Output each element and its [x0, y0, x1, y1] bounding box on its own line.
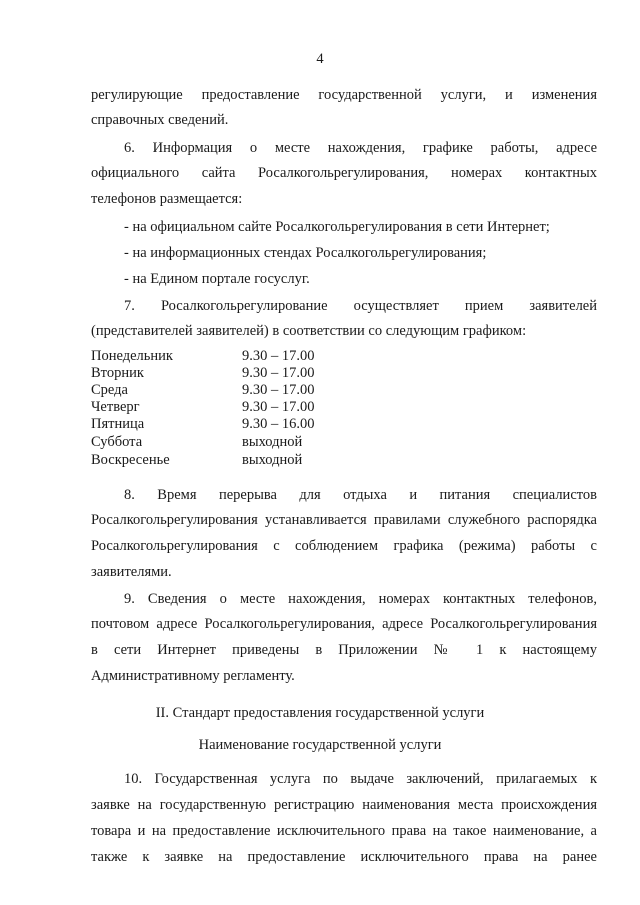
schedule-day: Среда	[91, 382, 128, 398]
item-8-line: 8. Время перерыва для отдыха и питания специалистов	[124, 487, 597, 503]
schedule-day: Четверг	[91, 399, 140, 415]
schedule-day: Суббота	[91, 434, 143, 450]
item-9-line: Административному регламенту.	[91, 668, 295, 684]
paragraph-line: справочных сведений.	[91, 112, 229, 128]
schedule-time: 9.30 – 17.00	[242, 365, 315, 381]
schedule-time: 9.30 – 17.00	[242, 399, 315, 415]
item-7-line: (представителей заявителей) в соответствии со следующим графиком:	[91, 323, 527, 339]
item-9-line: в сети Интернет приведены в Приложении № 1 к настоящему	[91, 642, 597, 658]
schedule-day: Вторник	[91, 365, 144, 381]
item-6-line: официального сайта Росалкогольрегулирования, номерах контактных	[91, 165, 597, 181]
schedule-time: 9.30 – 17.00	[242, 348, 315, 364]
item-8-line: заявителями.	[91, 564, 172, 580]
page-number: 4	[316, 51, 324, 67]
item-7-line: 7. Росалкогольрегулирование осуществляет прием заявителей	[124, 298, 597, 314]
schedule-day: Пятница	[91, 416, 145, 432]
item-9-line: 9. Сведения о месте нахождения, номерах контактных телефонов,	[124, 591, 597, 607]
section-title: II. Стандарт предоставления государственной услуги	[155, 705, 485, 721]
item-10-line: товара и на предоставление исключительного права на такое наименование, а	[91, 823, 597, 839]
item-6-line: 6. Информация о месте нахождения, графике работы, адресе	[124, 140, 597, 156]
item-6-bullet: - на официальном сайте Росалкогольрегулирования в сети Интернет;	[124, 219, 550, 235]
schedule-time: выходной	[242, 434, 303, 450]
item-6-bullet: - на информационных стендах Росалкогольрегулирования;	[124, 245, 487, 261]
item-6-bullet: - на Едином портале госуслуг.	[124, 271, 310, 287]
schedule-time: 9.30 – 17.00	[242, 382, 315, 398]
item-6-line: телефонов размещается:	[91, 191, 243, 207]
schedule-day: Воскресенье	[91, 452, 170, 468]
item-10-line: 10. Государственная услуга по выдаче заключений, прилагаемых к	[124, 771, 597, 787]
item-8-line: Росалкогольрегулирования с соблюдением графика (режима) работы с	[91, 538, 597, 554]
schedule-time: 9.30 – 16.00	[242, 416, 315, 432]
schedule-day: Понедельник	[91, 348, 173, 364]
paragraph-line: регулирующие предоставление государственной услуги, и изменения	[91, 87, 597, 103]
item-10-line: также к заявке на предоставление исключительного права на ранее	[91, 849, 597, 865]
subsection-title: Наименование государственной услуги	[198, 737, 442, 753]
schedule-time: выходной	[242, 452, 303, 468]
item-9-line: почтовом адресе Росалкогольрегулирования, адресе Росалкогольрегулирования	[91, 616, 597, 632]
item-10-line: заявке на государственную регистрацию наименования места происхождения	[91, 797, 597, 813]
item-8-line: Росалкогольрегулирования устанавливается правилами служебного распорядка	[91, 512, 597, 528]
